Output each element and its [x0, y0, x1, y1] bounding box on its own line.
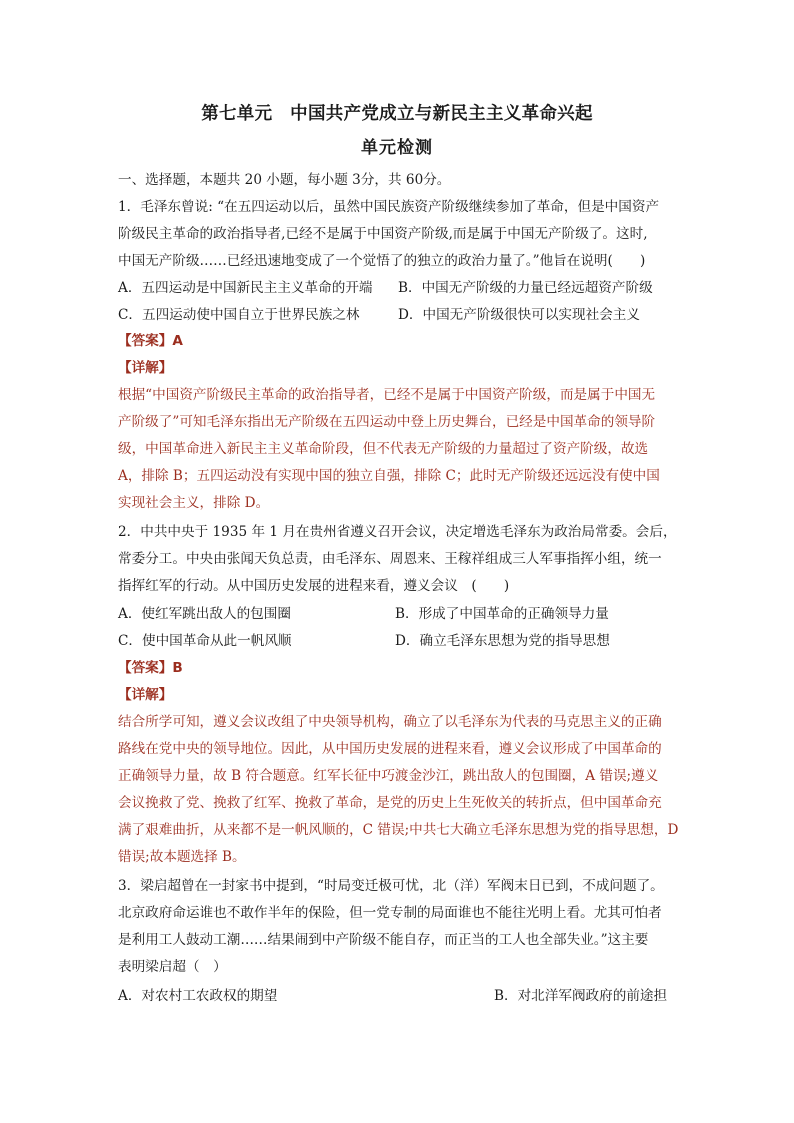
q2-option-d: D．确立毛泽东思想为党的指导思想	[395, 633, 610, 649]
q1-detail-line: 根据“中国资产阶级民主革命的政治指导者，已经不是属于中国资产阶级，而是属于中国无	[118, 387, 656, 403]
q1-answer: 【答案】A	[118, 333, 183, 349]
q2-stem-line: 常委分工。中央由张闻天负总责，由毛泽东、周恩来、王稼祥组成三人军事指挥小组，统一	[118, 551, 662, 567]
q2-detail-label: 【详解】	[118, 687, 173, 703]
q2-detail-line: 路线在党中央的领导地位。因此，从中国历史发展的进程来看，遵义会议形成了中国革命的	[118, 741, 662, 757]
q3-option-b: B．对北洋军阀政府的前途担	[494, 988, 668, 1004]
q1-option-d: D．中国无产阶级很快可以实现社会主义	[398, 307, 640, 323]
q2-detail-line: 结合所学可知，遵义会议改组了中央领导机构，确立了以毛泽东为代表的马克思主义的正确	[118, 714, 662, 730]
q1-option-b: B．中国无产阶级的力量已经远超资产阶级	[398, 280, 653, 296]
q2-stem-line: 2．中共中央于 1935 年 1 月在贵州省遵义召开会议，决定增选毛泽东为政治局常委。会后，	[118, 524, 677, 540]
q3-option-a: A．对农村工农政权的期望	[118, 988, 278, 1004]
q2-detail-line: 正确领导力量，故 B 符合题意。红军长征中巧渡金沙江，跳出敌人的包围圈，A 错误;遵义	[118, 768, 659, 784]
q3-stem-line: 表明梁启超（ ）	[118, 959, 227, 975]
q1-detail-label: 【详解】	[118, 360, 173, 376]
q2-answer: 【答案】B	[118, 660, 183, 676]
page-subtitle: 单元检测	[361, 138, 433, 158]
q1-option-c: C．五四运动使中国自立于世界民族之林	[118, 307, 360, 323]
q1-detail-line: 产阶级了”可知毛泽东指出无产阶级在五四运动中登上历史舞台，已经是中国革命的领导阶	[118, 414, 656, 430]
q1-detail-line: A，排除 B；五四运动没有实现中国的独立自强，排除 C；此时无产阶级还远远没有使中国	[118, 468, 660, 484]
q3-stem-line: 3．梁启超曾在一封家书中提到，“时局变迁极可忧，北（洋）军阀末日已到，不成问题了。	[118, 878, 664, 894]
q2-option-c: C．使中国革命从此一帆风顺	[118, 633, 292, 649]
q3-stem-line: 北京政府命运谁也不敢作半年的保险，但一党专制的局面谁也不能往光明上看。尤其可怕者	[118, 905, 662, 921]
q2-detail-line: 满了艰难曲折，从来都不是一帆风顺的，C 错误;中共七大确立毛泽东思想为党的指导思想，D	[118, 822, 679, 838]
q2-detail-line: 错误;故本题选择 B。	[118, 849, 246, 865]
section-instruction: 一、选择题，本题共 20 小题，每小题 3分，共 60分。	[118, 172, 451, 188]
q2-option-b: B．形成了中国革命的正确领导力量	[395, 606, 609, 622]
q2-detail-line: 会议挽救了党、挽救了红军、挽救了革命，是党的历史上生死攸关的转折点，但中国革命充	[118, 795, 662, 811]
q3-stem-line: 是利用工人鼓动工潮……结果闹到中产阶级不能自存，而正当的工人也全部失业。”这主要	[118, 932, 649, 948]
q2-option-a: A．使红军跳出敌人的包围圈	[118, 606, 291, 622]
q2-stem-line: 指挥红军的行动。从中国历史发展的进程来看，遵义会议 ( )	[118, 578, 510, 594]
q1-stem-line: 1．毛泽东曾说: “在五四运动以后，虽然中国民族资产阶级继续参加了革命，但是中国资产	[118, 199, 660, 215]
q1-option-a: A．五四运动是中国新民主主义革命的开端	[118, 280, 373, 296]
unit-title: 第七单元 中国共产党成立与新民主主义革命兴起	[201, 104, 593, 124]
q1-detail-line: 级，中国革命进入新民主主义革命阶段，但不代表无产阶级的力量超过了资产阶级，故选	[118, 441, 649, 457]
q1-stem-line: 阶级民主革命的政治指导者,已经不是属于中国资产阶级,而是属于中国无产阶级了。这时,	[118, 226, 648, 242]
q1-detail-line: 实现社会主义，排除 D。	[118, 495, 270, 511]
q1-stem-line: 中国无产阶级……已经迅速地变成了一个觉悟了的独立的政治力量了。”他旨在说明( )	[118, 253, 646, 269]
